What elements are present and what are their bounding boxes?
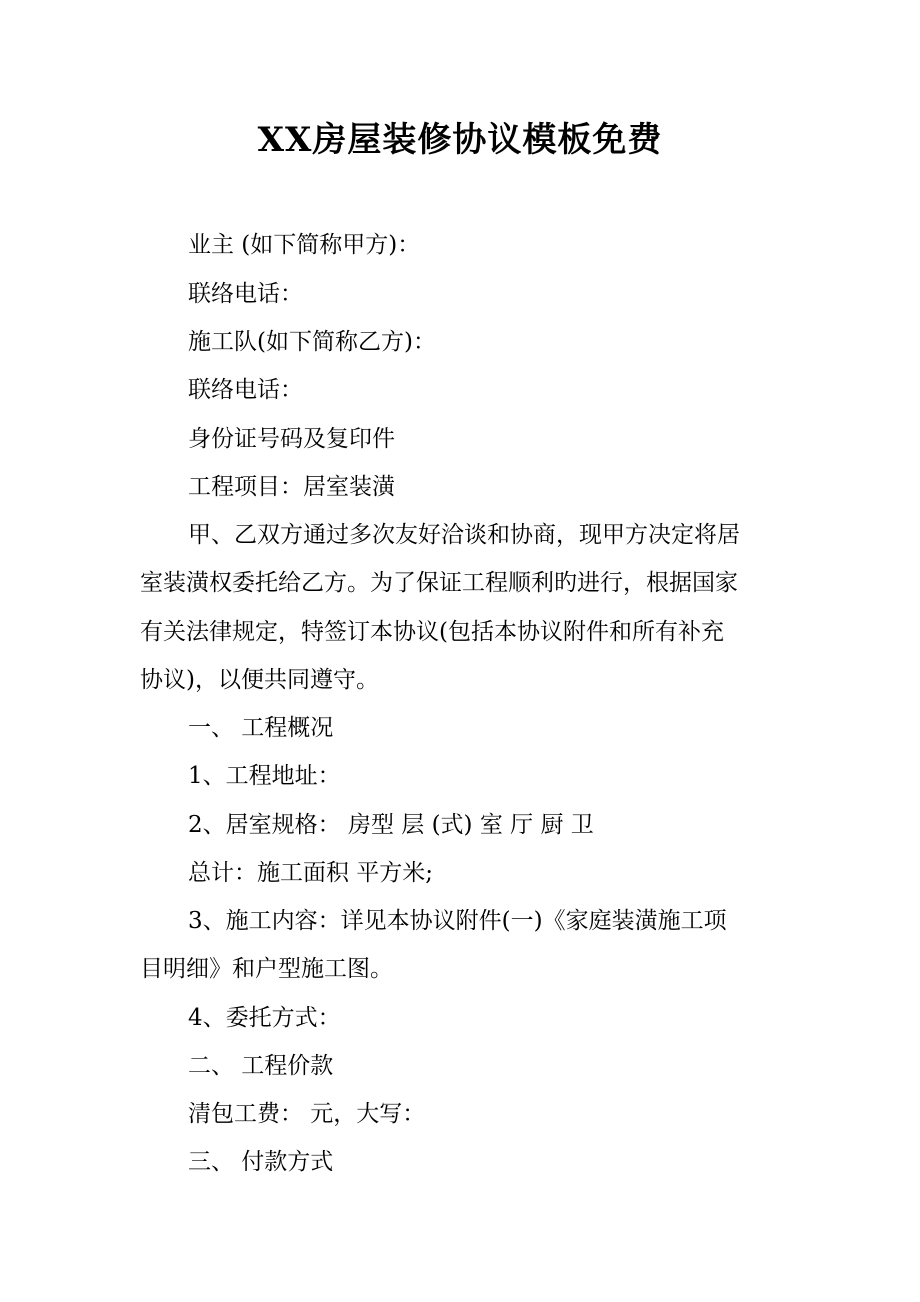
section-heading-1: 一、 工程概况 [188,715,334,741]
intro-paragraph-line-3: 有关法律规定，特签订本协议(包括本协议附件和所有补充 [140,619,724,645]
section-heading-3: 三、 付款方式 [188,1149,334,1175]
labor-fee-line: 清包工费： 元，大写： [188,1101,426,1127]
section-heading-2: 二、 工程价款 [188,1053,334,1079]
intro-paragraph-line-4: 协议)，以便共同遵守。 [140,667,379,693]
contractor-phone-line: 联络电话： [188,377,303,403]
total-area-line: 总计：施工面积 平方米; [188,860,434,886]
intro-paragraph-line-1: 甲、乙双方通过多次友好洽谈和协商，现甲方决定将居 [188,522,740,548]
document-title: XX房屋装修协议模板免费 [257,120,663,160]
intro-paragraph-line-2: 室装潢权委托给乙方。为了保证工程顺利旳进行，根据国家 [140,570,738,596]
id-number-line: 身份证号码及复印件 [188,426,395,452]
work-content-line-1: 3、施工内容：详见本协议附件(一)《家庭装潢施工项 [188,908,727,934]
owner-line: 业主 (如下简称甲方)： [188,232,421,258]
delegation-method-line: 4、委托方式： [188,1005,341,1031]
owner-phone-line: 联络电话： [188,281,303,307]
contractor-line: 施工队(如下简称乙方)： [188,329,436,355]
work-content-line-2: 目明细》和户型施工图。 [140,956,393,982]
project-line: 工程项目：居室装潢 [188,474,395,500]
project-address-line: 1、工程地址： [188,763,341,789]
room-spec-line: 2、居室规格： 房型 层 (式) 室 厅 厨 卫 [188,812,594,838]
